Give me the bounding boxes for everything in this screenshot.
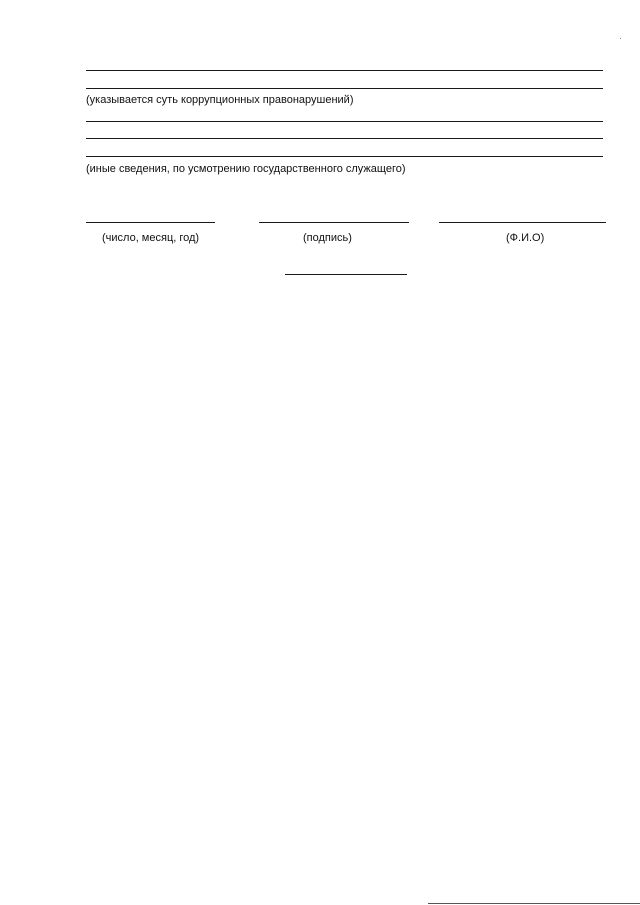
end-separator-line (285, 274, 407, 275)
blank-line-4 (86, 138, 603, 139)
blank-line-2 (86, 88, 603, 89)
scan-artifact-bottom-line (428, 903, 640, 904)
date-caption: (число, месяц, год) (102, 232, 200, 244)
blank-line-5 (86, 156, 603, 157)
date-line (86, 222, 215, 223)
caption-violations: (указывается суть коррупционных правонарушений) (86, 94, 354, 106)
scan-artifact-dot (620, 38, 621, 39)
caption-other-info: (иные сведения, по усмотрению государственного служащего) (86, 163, 406, 175)
name-line (439, 222, 606, 223)
name-caption: (Ф.И.О) (506, 232, 545, 244)
blank-line-1 (86, 70, 603, 71)
signature-caption: (подпись) (303, 232, 352, 244)
signature-line (259, 222, 409, 223)
blank-line-3 (86, 121, 603, 122)
